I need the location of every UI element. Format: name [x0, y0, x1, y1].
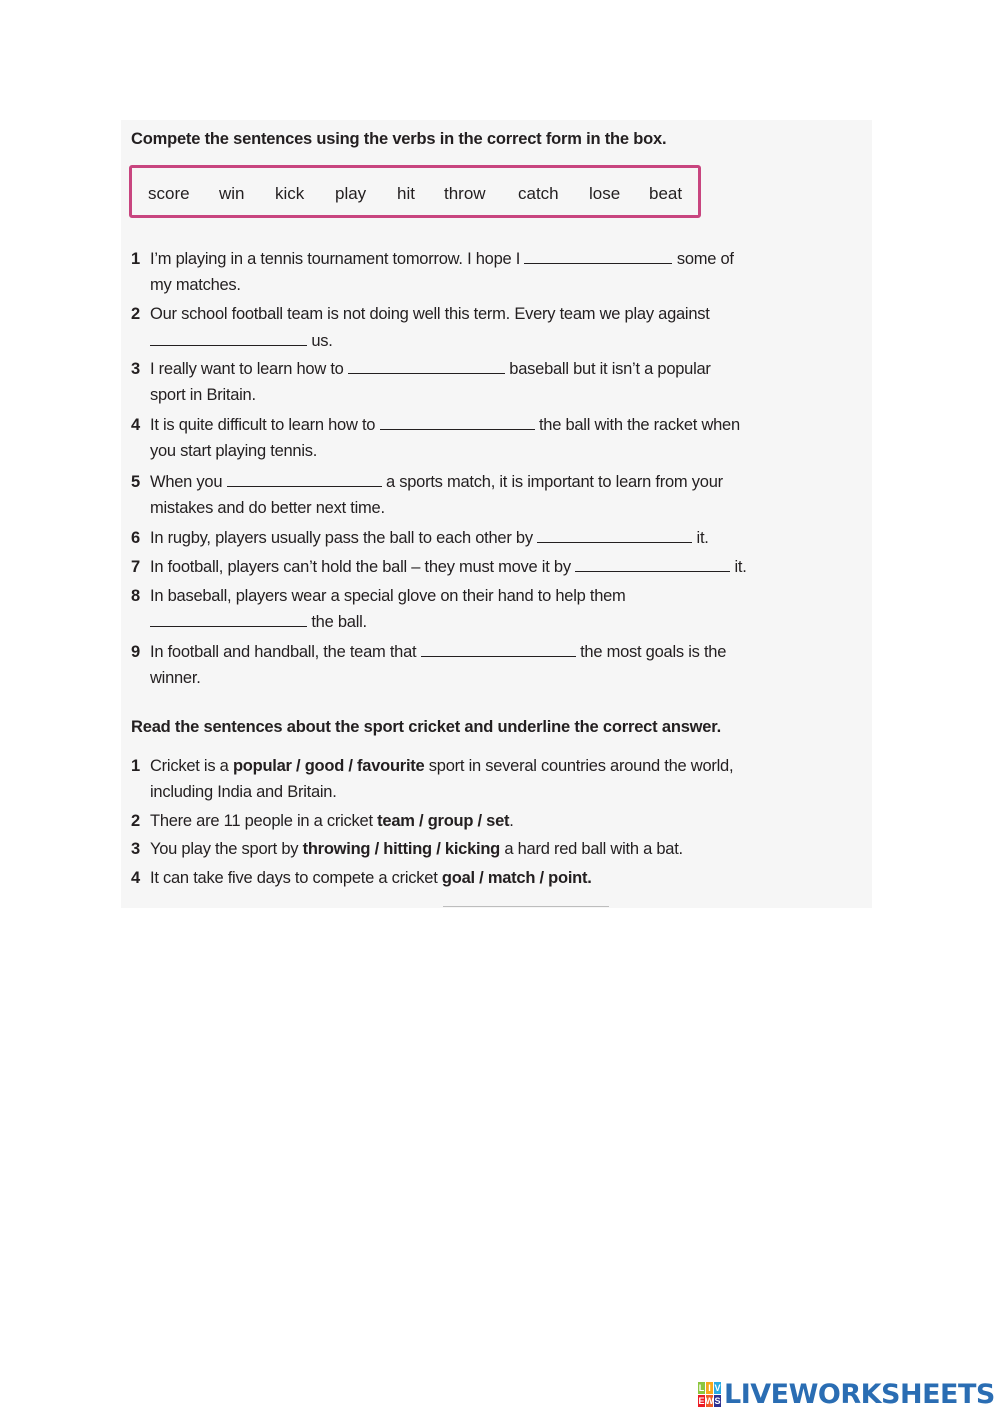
- item-text: sport in several countries around the world,: [428, 757, 734, 775]
- item-text: There are 11 people in a cricket: [150, 812, 373, 830]
- item-text: Cricket is a: [150, 757, 229, 775]
- item-text: including India and Britain.: [150, 783, 337, 801]
- answer-blank[interactable]: [537, 528, 692, 543]
- answer-blank[interactable]: [150, 612, 307, 627]
- answer-blank[interactable]: [348, 359, 505, 374]
- answer-blank[interactable]: [421, 642, 576, 657]
- question-text: the ball with the racket when: [538, 416, 740, 434]
- question-text: you start playing tennis.: [150, 442, 318, 460]
- item-number: 4: [131, 869, 140, 887]
- item-text: .: [509, 812, 514, 830]
- question-text: mistakes and do better next time.: [150, 499, 385, 517]
- logo-letter: W: [705, 1395, 714, 1406]
- footer-rule: [443, 906, 609, 907]
- brand-name: LIVEWORKSHEETS: [724, 1378, 995, 1410]
- section2-instruction: Read the sentences about the sport cricket and underline the correct answer.: [131, 718, 721, 736]
- question-number: 8: [131, 587, 140, 605]
- answer-blank[interactable]: [380, 415, 535, 430]
- question-text: it.: [734, 558, 747, 576]
- question-text: winner.: [150, 669, 201, 687]
- word-win: win: [219, 184, 245, 203]
- logo-letter: V: [714, 1382, 721, 1393]
- answer-blank[interactable]: [227, 472, 382, 487]
- question-number: 6: [131, 529, 140, 547]
- item-number: 3: [131, 840, 140, 858]
- question-text: In football and handball, the team that: [150, 643, 417, 661]
- section1-instruction: Compete the sentences using the verbs in the correct form in the box.: [131, 130, 667, 148]
- question-text: baseball but it isn’t a popular: [509, 360, 711, 378]
- question-number: 7: [131, 558, 140, 576]
- question-number: 3: [131, 360, 140, 378]
- answer-blank[interactable]: [524, 249, 672, 264]
- word-catch: catch: [518, 184, 559, 203]
- question-text: my matches.: [150, 276, 241, 294]
- question-text: In rugby, players usually pass the ball to each other by: [150, 529, 533, 547]
- question-text: it.: [696, 529, 709, 547]
- question-number: 9: [131, 643, 140, 661]
- question-text: In baseball, players wear a special glove on their hand to help them: [150, 587, 626, 605]
- question-number: 4: [131, 416, 140, 434]
- question-text: It is quite difficult to learn how to: [150, 416, 376, 434]
- word-box: [129, 165, 701, 218]
- question-text: In football, players can’t hold the ball – they must move it by: [150, 558, 571, 576]
- answer-options[interactable]: goal / match / point.: [441, 869, 592, 887]
- item-number: 2: [131, 812, 140, 830]
- logo-letter: L: [698, 1382, 705, 1393]
- answer-options[interactable]: team / group / set: [377, 812, 510, 830]
- word-hit: hit: [397, 184, 415, 203]
- answer-blank[interactable]: [150, 331, 307, 346]
- question-text: I really want to learn how to: [150, 360, 344, 378]
- answer-blank[interactable]: [575, 557, 730, 572]
- question-text: When you: [150, 473, 223, 491]
- answer-options[interactable]: throwing / hitting / kicking: [302, 840, 500, 858]
- item-text: It can take five days to compete a cricket: [150, 869, 438, 887]
- question-text: a sports match, it is important to learn from your: [385, 473, 723, 491]
- answer-options[interactable]: popular / good / favourite: [232, 757, 425, 775]
- question-text: the most goals is the: [580, 643, 727, 661]
- word-kick: kick: [275, 184, 305, 203]
- question-text: us.: [311, 332, 333, 350]
- word-throw: throw: [444, 184, 486, 203]
- item-text: a hard red ball with a bat.: [504, 840, 683, 858]
- item-number: 1: [131, 757, 140, 775]
- word-score: score: [148, 184, 190, 203]
- liveworksheets-logo: [698, 1378, 995, 1410]
- word-lose: lose: [589, 184, 621, 203]
- logo-mark-icon: [698, 1382, 721, 1407]
- item-text: You play the sport by: [150, 840, 299, 858]
- word-play: play: [335, 184, 367, 203]
- logo-letter: I: [706, 1382, 713, 1394]
- question-text: the ball.: [311, 613, 367, 631]
- question-text: Our school football team is not doing well this term. Every team we play against: [150, 305, 710, 323]
- word-beat: beat: [649, 184, 683, 203]
- question-text: sport in Britain.: [150, 386, 256, 404]
- question-text: some of: [676, 250, 734, 268]
- question-number: 1: [131, 250, 140, 268]
- question-number: 2: [131, 305, 140, 323]
- question-text: I’m playing in a tennis tournament tomorrow. I hope I: [150, 250, 521, 268]
- question-number: 5: [131, 473, 140, 491]
- logo-letter: S: [714, 1395, 721, 1406]
- logo-letter: E: [698, 1395, 705, 1406]
